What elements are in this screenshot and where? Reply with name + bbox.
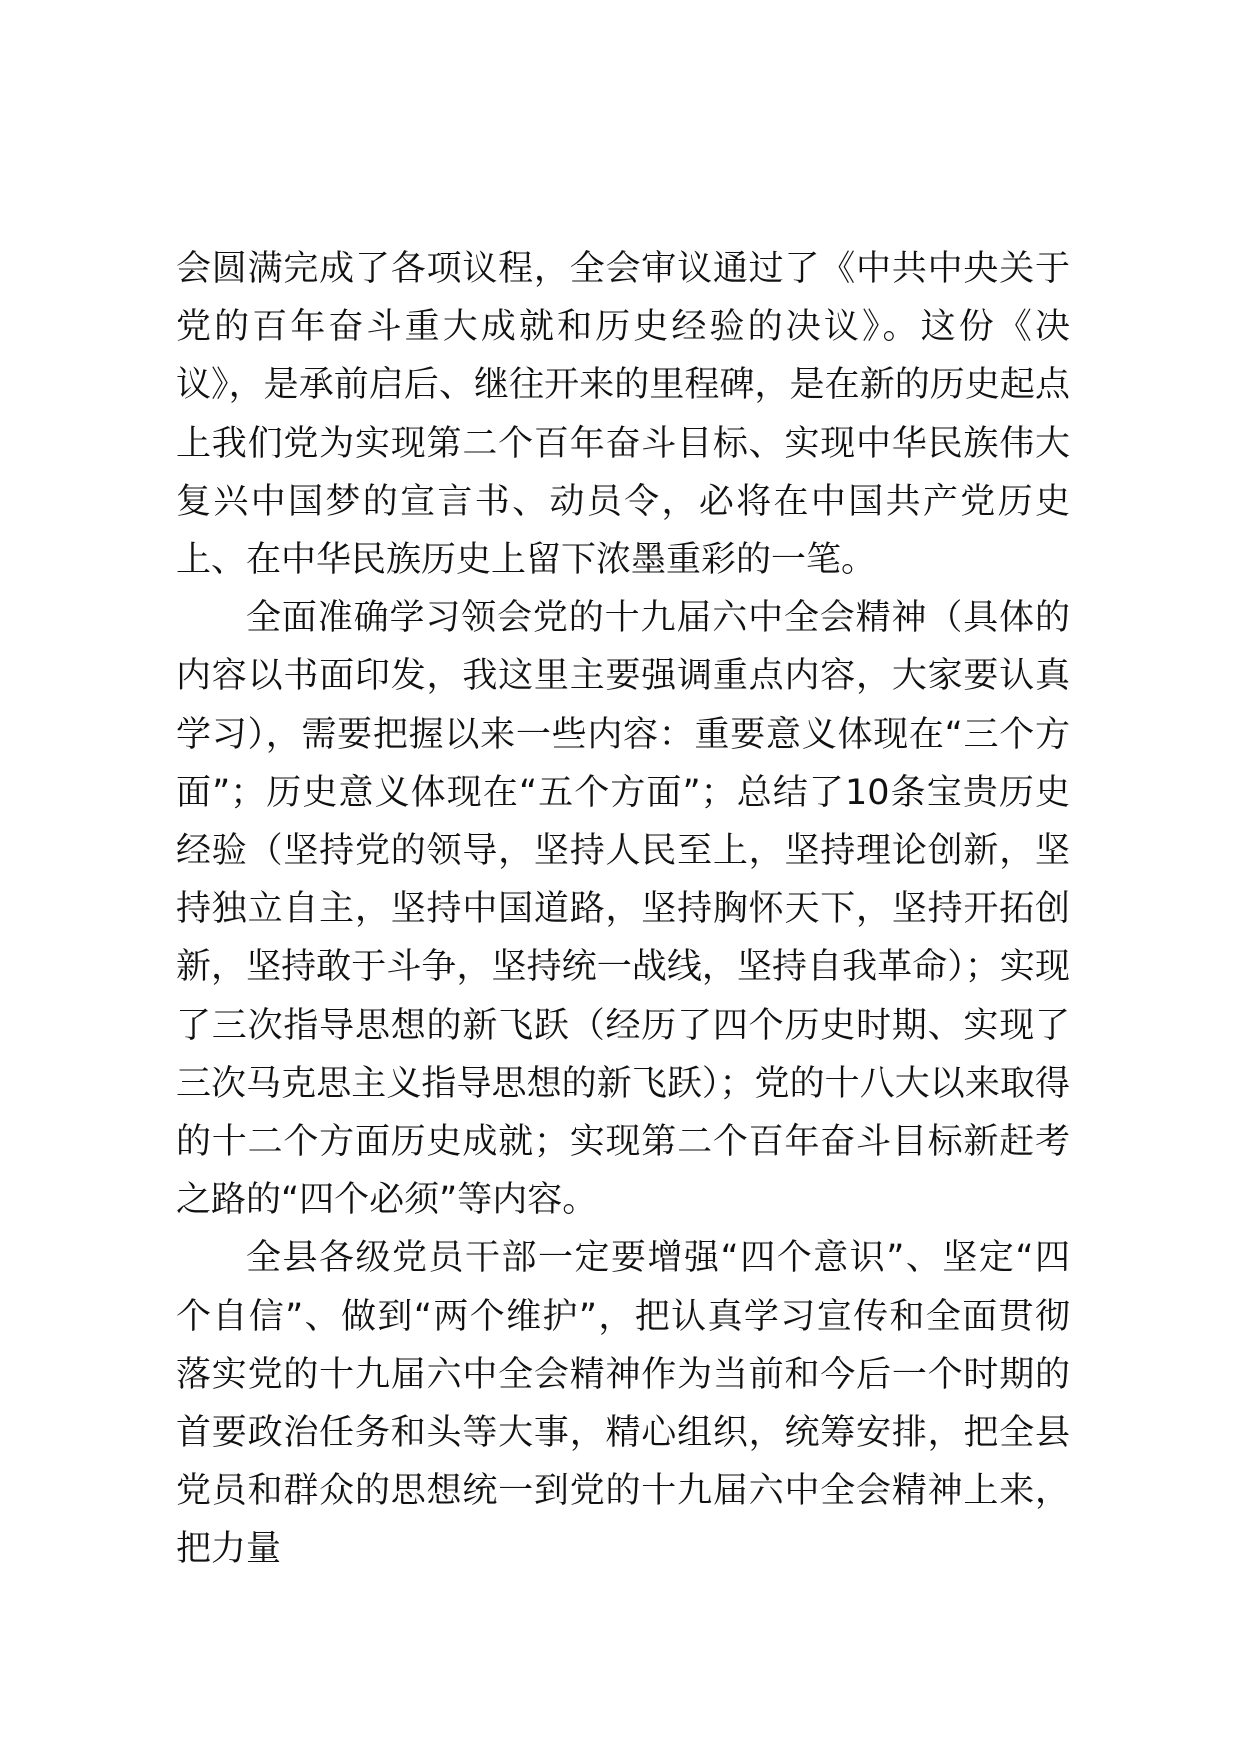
paragraph-2: 全面准确学习领会党的十九届六中全会精神（具体的内容以书面印发，我这里主要强调重点内容，大家要认真学习），需要把握以来一些内容：重要意义体现在“三个方面”；历史意义体现在“五个方面”；总结了10条宝贵历史经验（坚持党的领导，坚持人民至上，坚持理论创新，坚持独立自主，坚持中国道路，坚持胸怀天下，坚持开拓创新，坚持敢于斗争，坚持统一战线，坚持自我革命）；实现了三次指导思想的新飞跃（经历了四个历史时期、实现了三次马克思主义指导思想的新飞跃）；党的十八大以来取得的十二个方面历史成就；实现第二个百年奋斗目标新赶考之路的“四个必须”等内容。 [176,598,1070,1221]
document-body [176,240,1070,1579]
paragraph-1: 会圆满完成了各项议程，全会审议通过了《中共中央关于党的百年奋斗重大成就和历史经验的决议》。这份《决议》，是承前启后、继往开来的里程碑，是在新的历史起点上我们党为实现第二个百年奋斗目标、实现中华民族伟大复兴中国梦的宣言书、动员令，必将在中国共产党历史上、在中华民族历史上留下浓墨重彩的一笔。 [176,249,1070,581]
paragraph-3: 全县各级党员干部一定要增强“四个意识”、坚定“四个自信”、做到“两个维护”，把认真学习宣传和全面贯彻落实党的十九届六中全会精神作为当前和今后一个时期的首要政治任务和头等大事，精心组织，统筹安排，把全县党员和群众的思想统一到党的十九届六中全会精神上来，把力量 [176,1238,1070,1570]
